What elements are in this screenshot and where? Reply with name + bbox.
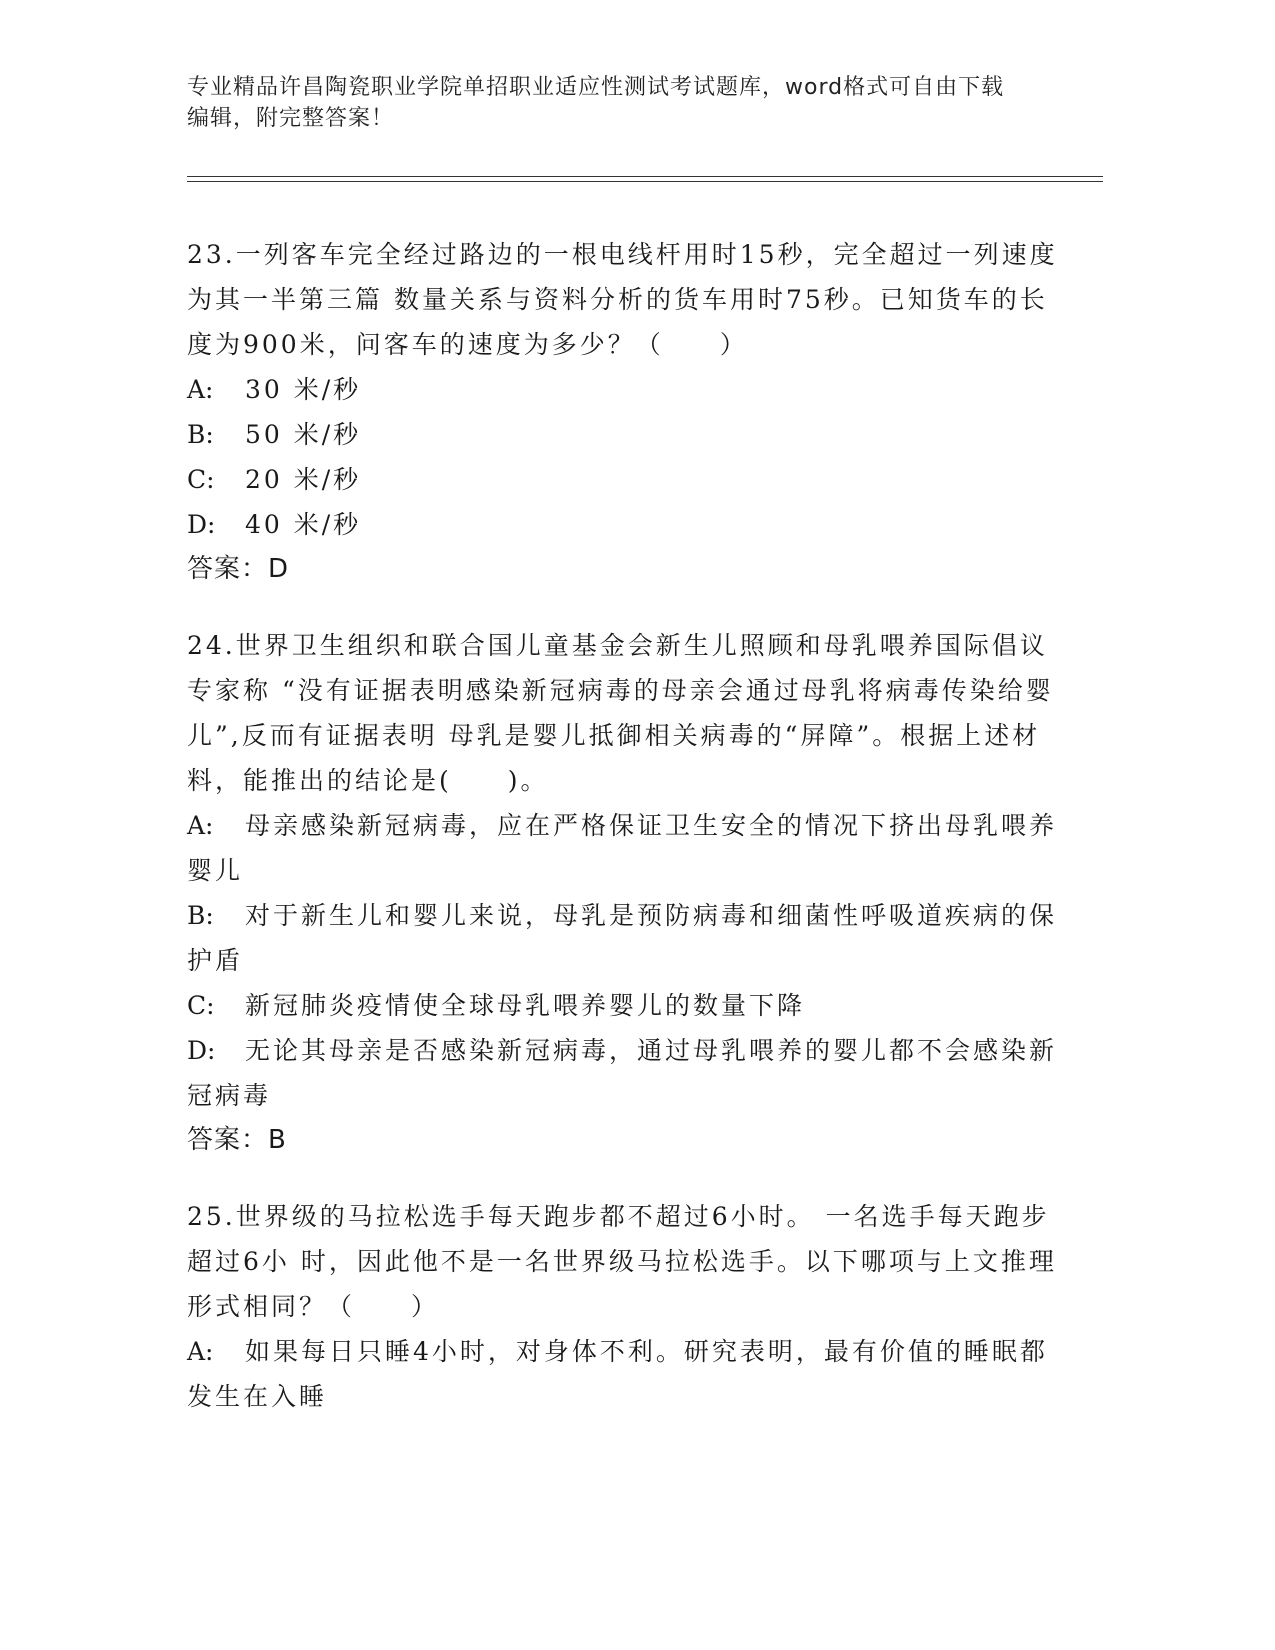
option-text: 对于新生儿和婴儿来说，母乳是预防病毒和细菌性呼吸道疾病的保护盾 <box>187 901 1058 975</box>
question-24 <box>187 623 1067 1163</box>
option-key: C: <box>187 465 215 494</box>
option-key: C: <box>187 991 215 1020</box>
option-text: 30 米/秒 <box>245 375 362 404</box>
question-25 <box>187 1194 1067 1419</box>
option-a <box>187 803 1067 893</box>
option-b <box>187 412 1067 457</box>
question-text: 25.世界级的马拉松选手每天跑步都不超过6小时。 一名选手每天跑步超过6小 时，因此他不是一名世界级马拉松选手。以下哪项与上文推理形式相同？（ ） <box>187 1202 1057 1321</box>
header-line-2: 编辑，附完整答案！ <box>187 106 395 131</box>
option-key: D: <box>187 510 216 539</box>
option-c <box>187 983 1067 1028</box>
option-key: A: <box>187 1337 214 1366</box>
question-23 <box>187 232 1067 592</box>
option-key: B: <box>187 420 214 449</box>
option-d <box>187 1028 1067 1118</box>
answer-line: 答案：B <box>187 1125 287 1155</box>
option-a <box>187 1329 1067 1419</box>
option-text: 无论其母亲是否感染新冠病毒，通过母乳喂养的婴儿都不会感染新冠病毒 <box>187 1036 1058 1110</box>
document-header <box>187 72 1067 134</box>
header-divider-bottom <box>187 181 1103 182</box>
answer-line: 答案：D <box>187 554 290 584</box>
option-text: 40 米/秒 <box>245 510 362 539</box>
header-line-1: 专业精品许昌陶瓷职业学院单招职业适应性测试考试题库，word格式可自由下载 <box>187 75 1005 100</box>
question-text: 24.世界卫生组织和联合国儿童基金会新生儿照顾和母乳喂养国际倡议专家称 “没有证据表明感染新冠病毒的母亲会通过母乳将病毒传染给婴儿”,反而有证据表明 母乳是婴儿抵御相关病毒的“屏障”。根据上述材料，能推出的结论是( )。 <box>187 631 1054 795</box>
option-d <box>187 502 1067 547</box>
option-text: 20 米/秒 <box>245 465 362 494</box>
header-divider-top <box>187 176 1103 177</box>
option-a <box>187 367 1067 412</box>
option-text: 新冠肺炎疫情使全球母乳喂养婴儿的数量下降 <box>245 991 806 1020</box>
option-key: A: <box>187 811 214 840</box>
option-key: B: <box>187 901 214 930</box>
option-key: D: <box>187 1036 216 1065</box>
option-b <box>187 893 1067 983</box>
question-text: 23.一列客车完全经过路边的一根电线杆用时15秒，完全超过一列速度为其一半第三篇 数量关系与资料分析的货车用时75秒。已知货车的长度为900米，问客车的速度为多少？（ ） <box>187 240 1058 359</box>
option-text: 50 米/秒 <box>245 420 362 449</box>
question-list <box>187 232 1067 1450</box>
option-c <box>187 457 1067 502</box>
option-text: 母亲感染新冠病毒，应在严格保证卫生安全的情况下挤出母乳喂养婴儿 <box>187 811 1058 885</box>
option-text: 如果每日只睡4小时，对身体不利。研究表明，最有价值的睡眠都发生在入睡 <box>187 1337 1048 1411</box>
option-key: A: <box>187 375 214 404</box>
